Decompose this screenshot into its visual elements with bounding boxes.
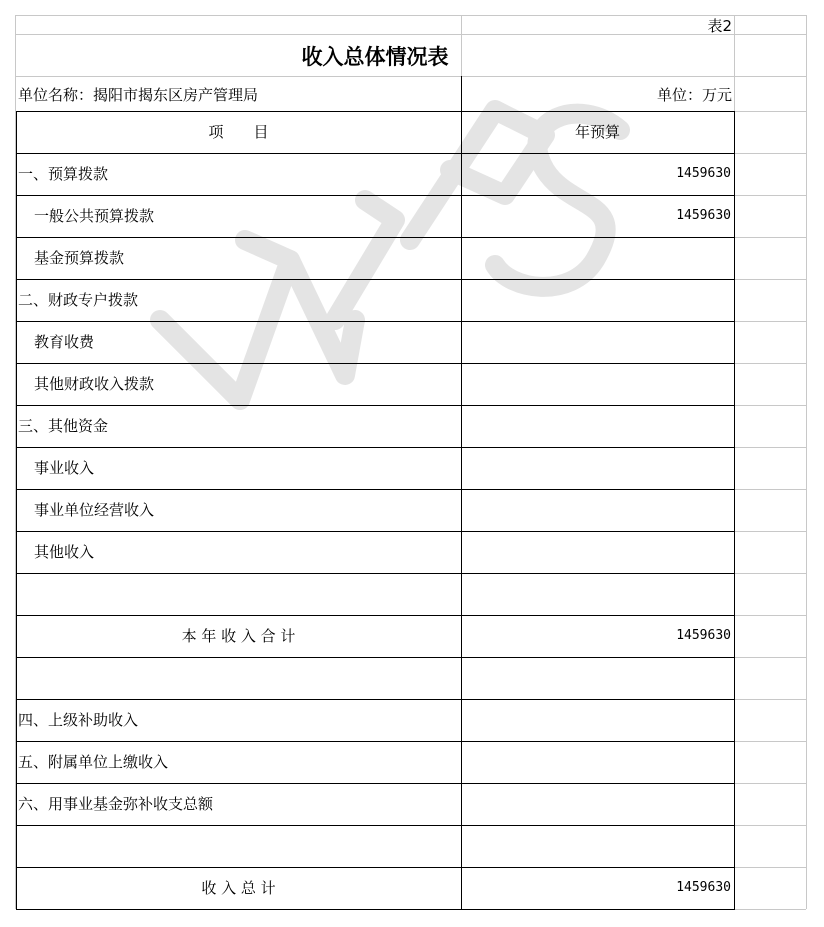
row-label: 三、其他资金 (18, 417, 109, 435)
row-label: 一般公共预算拨款 (34, 207, 155, 225)
row-border (16, 741, 734, 742)
row-border (16, 153, 734, 154)
row-value: 1459630 (676, 628, 731, 643)
row-border (16, 657, 734, 658)
row-border (16, 195, 734, 196)
table-border-left (16, 111, 17, 909)
grid-hline (16, 76, 806, 77)
row-border (16, 363, 734, 364)
unit-label: 单位：万元 (656, 86, 732, 104)
row-border (16, 405, 734, 406)
row-border (16, 531, 734, 532)
row-border (16, 573, 734, 574)
row-label: 四、上级补助收入 (18, 711, 139, 729)
grid-vline (806, 15, 807, 909)
header-budget: 年预算 (574, 123, 620, 141)
row-label: 收 入 总 计 (201, 879, 276, 897)
table-number: 表2 (707, 17, 732, 35)
row-border (16, 783, 734, 784)
row-label: 二、财政专户拨款 (18, 291, 139, 309)
row-label: 一、预算拨款 (18, 165, 109, 183)
table-border-mid (461, 111, 462, 909)
row-label: 教育收费 (34, 333, 95, 351)
row-border (16, 699, 734, 700)
unit-name: 单位名称：揭阳市揭东区房产管理局 (18, 86, 259, 104)
row-label: 其他财政收入拨款 (34, 375, 155, 393)
row-label: 六、用事业基金弥补收支总额 (18, 795, 214, 813)
row-value: 1459630 (676, 166, 731, 181)
row-border (16, 867, 734, 868)
row-label: 基金预算拨款 (34, 249, 125, 267)
page-title: 收入总体情况表 (301, 45, 449, 69)
row-value: 1459630 (676, 880, 731, 895)
row-label: 事业收入 (34, 459, 95, 477)
row-label: 其他收入 (34, 543, 95, 561)
table-border-top (16, 111, 735, 112)
row-label: 事业单位经营收入 (34, 501, 155, 519)
row-border (16, 489, 734, 490)
row-border (16, 615, 734, 616)
unit-row-divider (461, 76, 462, 111)
table-border-bottom (16, 909, 735, 910)
table-border-right (734, 111, 735, 909)
row-border (16, 825, 734, 826)
header-item: 项 目 (208, 123, 269, 141)
row-border (16, 321, 734, 322)
row-border (16, 447, 734, 448)
row-border (16, 237, 734, 238)
row-label: 五、附属单位上缴收入 (18, 753, 169, 771)
row-value: 1459630 (676, 208, 731, 223)
row-label: 本 年 收 入 合 计 (181, 627, 296, 645)
row-border (16, 279, 734, 280)
